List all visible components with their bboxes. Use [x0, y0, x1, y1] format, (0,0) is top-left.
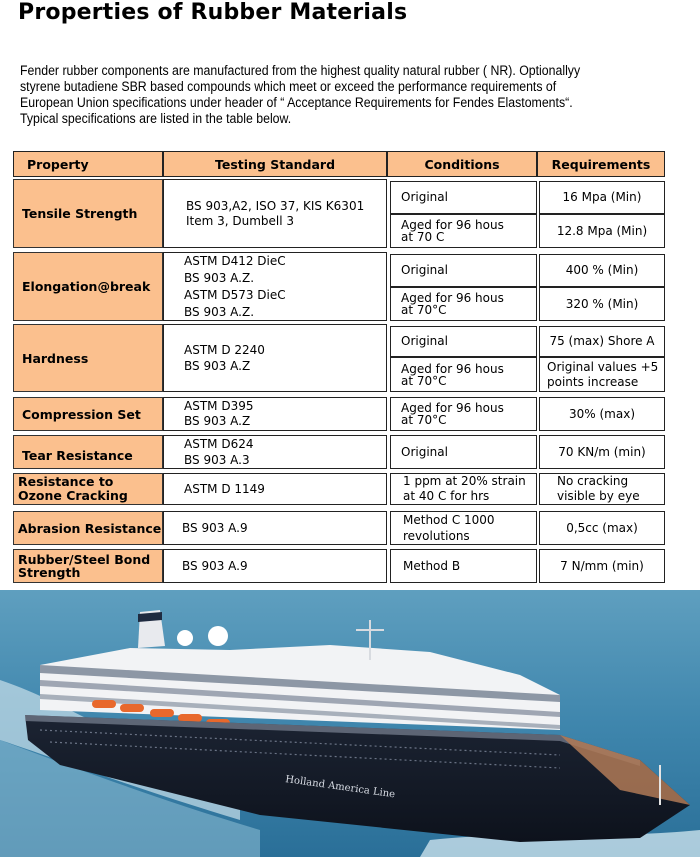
property-cell: Compression Set	[13, 397, 163, 431]
property-cell: Abrasion Resistance	[13, 511, 163, 545]
standard-line: ASTM D624	[184, 437, 254, 451]
standard-cell	[163, 252, 387, 321]
requirement-line: Original values +5	[547, 359, 659, 374]
condition-cell	[390, 473, 537, 505]
intro-line: styrene butadiene SBR based compounds which meet or exceed the performance requirements of	[20, 79, 557, 94]
property-cell: Elongation@break	[13, 252, 163, 321]
condition-line: at 40 C for hrs	[403, 489, 490, 503]
standard-cell: BS 903 A.9	[163, 511, 387, 545]
header-property: Property	[13, 151, 163, 177]
requirement-cell: 12.8 Mpa (Min)	[539, 214, 665, 248]
requirement-cell: 30% (max)	[539, 397, 665, 431]
requirement-cell: 16 Mpa (Min)	[539, 181, 665, 214]
property-line: Ozone Cracking	[18, 488, 128, 503]
intro-line: European Union specifications under header of “ Acceptance Requirements for Fendes Elastoments“.	[20, 95, 573, 110]
condition-cell: Method B	[390, 549, 537, 583]
requirement-cell	[539, 473, 665, 505]
condition-cell: Original	[390, 181, 537, 214]
condition-line: at 70°C	[401, 413, 447, 427]
header-testing-standard: Testing Standard	[163, 151, 387, 177]
condition-line: Aged for 96 hous	[401, 218, 504, 232]
standard-line: BS 903,A2, ISO 37, KIS K6301	[186, 198, 365, 213]
standard-line: BS 903 A.Z	[184, 359, 251, 373]
standard-cell	[163, 435, 387, 469]
requirement-line: No cracking	[557, 474, 629, 488]
intro-line: Typical specifications are listed in the table below.	[20, 111, 292, 126]
condition-line: Aged for 96 hous	[401, 361, 504, 376]
standard-line: ASTM D395	[184, 399, 254, 413]
condition-line: at 70 C	[401, 230, 445, 244]
condition-line: 1 ppm at 20% strain	[403, 474, 526, 488]
condition-line: revolutions	[403, 529, 470, 543]
property-cell: Tensile Strength	[13, 179, 163, 248]
standard-line: ASTM D412 DieC	[184, 253, 286, 268]
condition-line: at 70°C	[401, 373, 447, 388]
standard-line: ASTM D573 DieC	[184, 287, 286, 302]
condition-line: at 70°C	[401, 303, 447, 317]
requirement-cell: 0,5cc (max)	[539, 511, 665, 545]
property-line: Resistance to	[18, 474, 114, 489]
requirement-cell: 70 KN/m (min)	[539, 435, 665, 469]
condition-cell: Original	[390, 435, 537, 469]
standard-line: ASTM D 2240	[184, 343, 265, 357]
condition-cell	[390, 357, 537, 392]
requirement-cell: 400 % (Min)	[539, 254, 665, 287]
standard-line: BS 903 A.Z	[184, 414, 251, 428]
property-line: Rubber/Steel Bond	[18, 552, 151, 567]
requirement-line: visible by eye	[557, 489, 640, 503]
header-conditions: Conditions	[387, 151, 537, 177]
standard-cell	[163, 397, 387, 431]
condition-cell	[390, 287, 537, 321]
property-cell: Tear Resistance	[13, 435, 163, 469]
condition-line: Method C 1000	[403, 513, 495, 527]
property-line: Strength	[18, 565, 81, 580]
requirement-cell	[539, 357, 665, 392]
condition-cell: Original	[390, 326, 537, 357]
property-cell: Hardness	[13, 324, 163, 392]
requirement-cell: 7 N/mm (min)	[539, 549, 665, 583]
condition-cell	[390, 397, 537, 431]
standard-line: BS 903 A.Z.	[184, 270, 255, 285]
condition-cell	[390, 214, 537, 248]
condition-cell: Original	[390, 254, 537, 287]
property-cell	[13, 549, 163, 583]
property-cell	[13, 473, 163, 505]
hull-name-text: Holland America Line	[284, 774, 396, 801]
requirement-cell: 75 (max) Shore A	[539, 326, 665, 357]
condition-line: Aged for 96 hous	[401, 291, 504, 305]
standard-line: BS 903 A.3	[184, 453, 250, 467]
standard-line: BS 903 A.Z.	[184, 304, 255, 319]
condition-cell	[390, 511, 537, 545]
requirement-cell: 320 % (Min)	[539, 287, 665, 321]
standard-line: Item 3, Dumbell 3	[186, 213, 295, 228]
cruise-ship-photo	[0, 590, 700, 857]
condition-line: Aged for 96 hous	[401, 401, 504, 415]
intro-paragraph	[20, 63, 664, 127]
header-requirements: Requirements	[537, 151, 665, 177]
standard-cell	[163, 324, 387, 392]
intro-line: Fender rubber components are manufactured from the highest quality natural rubber ( NR). Optionallyy	[20, 63, 581, 78]
standard-cell: ASTM D 1149	[163, 473, 387, 505]
standard-cell: BS 903 A.9	[163, 549, 387, 583]
requirement-line: points increase	[547, 374, 639, 389]
page-title: Properties of Rubber Materials	[18, 0, 408, 25]
standard-cell	[163, 179, 387, 248]
